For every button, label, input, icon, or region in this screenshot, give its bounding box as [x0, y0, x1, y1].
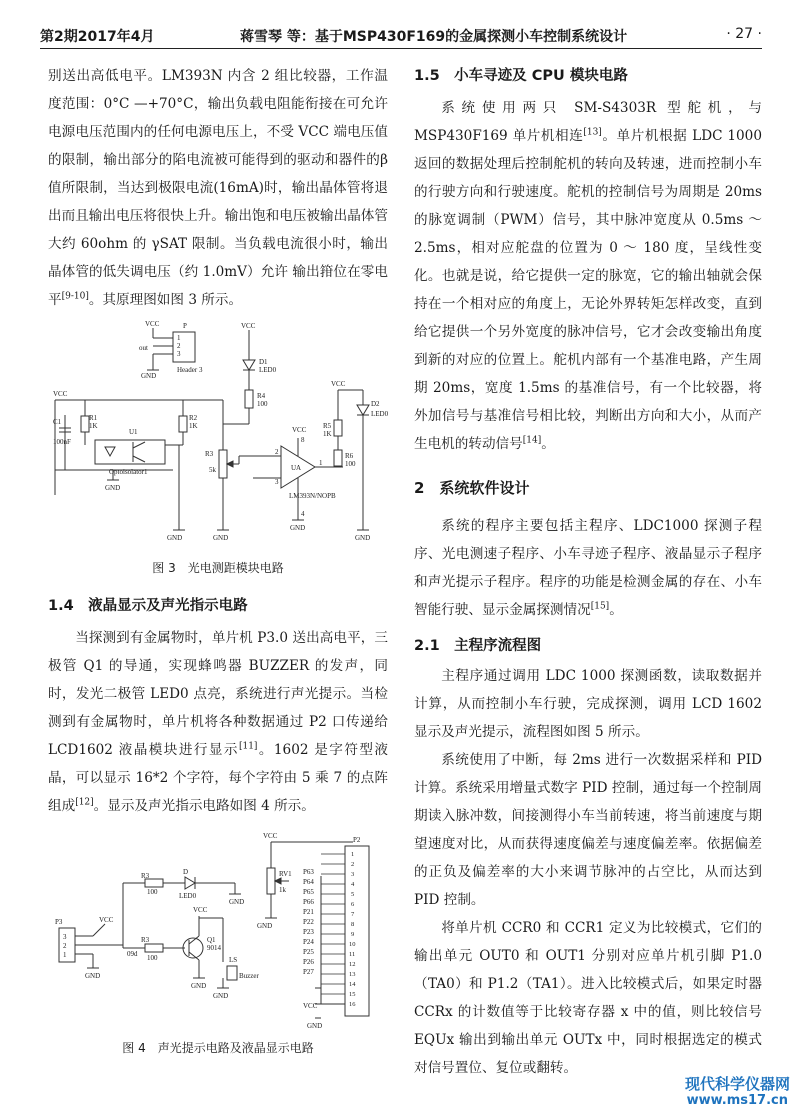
svg-text:LS: LS: [229, 956, 238, 964]
figure-3-caption: 图 3 光电测距模块电路: [152, 561, 284, 575]
svg-text:4: 4: [351, 881, 355, 888]
svg-text:P66: P66: [303, 898, 314, 906]
citation: [15]: [590, 601, 610, 612]
svg-text:D: D: [183, 868, 189, 876]
svg-text:8: 8: [351, 921, 355, 928]
paragraph: 主程序通过调用 LDC 1000 探测函数，读取数据并计算，从而控制小车行驶，完成探测，调用 LCD 1602 显示及声光提示，流程图如图 5 所示。: [414, 668, 762, 740]
svg-text:VCC: VCC: [263, 832, 278, 840]
svg-text:1k: 1k: [279, 886, 286, 894]
svg-text:3: 3: [275, 478, 279, 486]
svg-text:VCC: VCC: [145, 320, 160, 328]
svg-text:D1: D1: [259, 358, 268, 366]
svg-text:LED0: LED0: [259, 366, 277, 374]
paragraph: 将单片机 CCR0 和 CCR1 定义为比较模式，它们的输出单元 OUT0 和 OUT1 分别对应单片机引脚 P1.0（TA0）和 P1.2（TA1）。进入比较模式后，如果定时器 CCRx 的计数值等于比较寄存器 x 中的值，则比较信号 EQUx 输出到输出单元 OUTx 中，同时根据选定的模式对信号置位、复位或翻转。: [414, 920, 762, 1076]
svg-text:9: 9: [351, 931, 355, 938]
svg-text:R6: R6: [345, 452, 354, 460]
svg-text:GND: GND: [290, 524, 306, 532]
svg-text:3: 3: [351, 871, 355, 878]
running-title: 蒋雪琴 等：基于MSP430F169的金属探测小车控制系统设计: [240, 29, 628, 45]
watermark-site-name: 现代科学仪器网: [684, 1075, 790, 1093]
p2-pin-lines: [321, 854, 345, 1004]
svg-text:VCC: VCC: [303, 1002, 318, 1010]
figure-4-circuit: [53, 828, 383, 1038]
svg-text:R2: R2: [189, 414, 198, 422]
citation: [9-10]: [61, 291, 89, 302]
svg-text:LM393N/NOPB: LM393N/NOPB: [289, 492, 336, 500]
site-watermark: [654, 1073, 794, 1113]
svg-text:1K: 1K: [323, 430, 332, 438]
svg-text:2: 2: [351, 861, 355, 868]
paragraph: 系统的程序主要包括主程序、LDC1000 探测子程序、光电测速子程序、小车寻迹子程序、液晶显示子程序和声光提示子程序。程序的功能是检测金属的存在、小车智能行驶、显示金属探测情况[15]。: [414, 518, 762, 618]
svg-text:R1: R1: [89, 414, 98, 422]
svg-text:VCC: VCC: [99, 916, 114, 924]
citation: [14]: [522, 435, 542, 446]
left-column: [48, 62, 388, 1058]
svg-text:R3: R3: [141, 936, 150, 944]
svg-text:8: 8: [301, 436, 305, 444]
svg-text:100: 100: [257, 400, 268, 408]
svg-text:UA: UA: [291, 464, 302, 472]
svg-text:2: 2: [63, 942, 67, 950]
svg-text:GND: GND: [257, 922, 273, 930]
svg-text:2: 2: [275, 448, 279, 456]
svg-text:12: 12: [349, 961, 356, 968]
svg-text:VCC: VCC: [53, 390, 68, 398]
svg-text:5: 5: [351, 891, 355, 898]
section-1-5-heading: 1.5 小车寻迹及 CPU 模块电路: [414, 68, 628, 84]
svg-text:100: 100: [345, 460, 356, 468]
svg-text:P64: P64: [303, 878, 314, 886]
paragraph: 系统使用两只 SM-S4303R 型舵机，与 MSP430F169 单片机相连[13]。单片机根据 LDC 1000 返回的数据处理后控制舵机的转向及转速，进而控制小车的行驶方向和行驶速度。舵机的控制信号为周期是 20ms 的脉宽调制（PWM）信号，其中脉冲宽度从 0.5ms ～ 2.5ms，相对应舵盘的位置为 0 ～ 180 度，呈线性变化。也就是说，给它提供一定的脉宽，它的输出轴就会保持在一个相对应的角度上，无论外界转矩怎样改变，直到给它提供一个另外宽度的脉冲信号，它才会改变输出角度到新的对应的位置上。舵机内部有一个基准电路，产生周期 20ms，宽度 1.5ms 的基准信号，有一个比较器，将外加信号与基准信号相比较，判断出方向和大小，从而产生电机的转动信号[14]。: [414, 100, 762, 452]
svg-text:3: 3: [63, 933, 67, 941]
svg-text:C1: C1: [53, 418, 62, 426]
svg-text:R3: R3: [205, 450, 214, 458]
running-header: [40, 20, 762, 50]
svg-text:P63: P63: [303, 868, 314, 876]
svg-text:1: 1: [63, 951, 67, 959]
svg-text:1: 1: [319, 459, 323, 467]
citation: [11]: [238, 741, 258, 752]
svg-text:GND: GND: [229, 898, 245, 906]
svg-text:P65: P65: [303, 888, 314, 896]
svg-text:GND: GND: [105, 484, 121, 492]
section-2-1-heading: 2.1 主程序流程图: [414, 638, 542, 654]
issue-date: 第2期2017年4月: [40, 29, 155, 45]
figure-3-circuit: [53, 320, 389, 558]
svg-text:Optoisolator1: Optoisolator1: [109, 468, 148, 476]
svg-text:P26: P26: [303, 958, 314, 966]
svg-text:P22: P22: [303, 918, 314, 926]
svg-text:LED0: LED0: [179, 892, 197, 900]
svg-text:P: P: [183, 322, 187, 330]
svg-text:2: 2: [177, 342, 181, 350]
svg-text:R3: R3: [141, 872, 150, 880]
svg-text:15: 15: [349, 991, 356, 998]
svg-text:P3: P3: [55, 918, 63, 926]
svg-text:Buzzer: Buzzer: [239, 972, 259, 980]
svg-text:10: 10: [349, 941, 356, 948]
figure-4-caption: 图 4 声光提示电路及液晶显示电路: [122, 1041, 314, 1055]
svg-text:100: 100: [147, 954, 158, 962]
header-rule: [40, 48, 762, 49]
svg-text:RV1: RV1: [279, 870, 292, 878]
watermark-url: www.ms17.cn: [686, 1093, 788, 1108]
svg-text:D2: D2: [371, 400, 380, 408]
paragraph: 当探测到有金属物时，单片机 P3.0 送出高电平，三极管 Q1 的导通，实现蜂鸣器 BUZZER 的发声，同时，发光二极管 LED0 点亮，系统进行声光提示。当检测到有金属物时，单片机将各种数据通过 P2 口传递给 LCD1602 液晶模块进行显示[11]。1602 是字符型液晶，可以显示 16*2 个字符，每个字符由 5 乘 7 的点阵组成[12]。显示及声光指示电路如图 4 所示。: [48, 630, 388, 814]
svg-text:11: 11: [349, 951, 356, 958]
svg-text:100: 100: [147, 888, 158, 896]
svg-text:U1: U1: [129, 428, 138, 436]
svg-text:R4: R4: [257, 392, 266, 400]
citation: [12]: [75, 797, 94, 808]
svg-text:GND: GND: [213, 992, 229, 1000]
svg-text:P27: P27: [303, 968, 314, 976]
svg-text:VCC: VCC: [331, 380, 346, 388]
paragraph: 系统使用了中断，每 2ms 进行一次数据采样和 PID 计算。系统采用增量式数字 PID 控制，通过每一个控制周期读入脉冲数，间接测得小车当前转速，将当前速度与期望速度对比，从而获得速度偏差与速度偏差率。依据偏差的正负及偏差率的大小来调节脉冲的占空比，从而达到 PID 控制。: [414, 752, 762, 908]
svg-text:Q1: Q1: [207, 936, 216, 944]
svg-text:P21: P21: [303, 908, 314, 916]
svg-text:P2: P2: [353, 836, 361, 844]
svg-text:1K: 1K: [89, 422, 98, 430]
svg-text:P23: P23: [303, 928, 314, 936]
svg-text:GND: GND: [307, 1022, 323, 1030]
svg-text:16: 16: [349, 1001, 356, 1008]
section-1-4-heading: 1.4 液晶显示及声光指示电路: [48, 598, 248, 614]
svg-text:GND: GND: [167, 534, 183, 542]
svg-text:P25: P25: [303, 948, 314, 956]
svg-text:VCC: VCC: [193, 906, 208, 914]
svg-text:LED0: LED0: [371, 410, 389, 418]
citation: [13]: [583, 127, 602, 138]
svg-text:GND: GND: [141, 372, 157, 380]
section-2-heading: 2 系统软件设计: [414, 479, 530, 497]
svg-text:GND: GND: [85, 972, 101, 980]
svg-text:GND: GND: [213, 534, 229, 542]
svg-text:1K: 1K: [189, 422, 198, 430]
svg-text:GND: GND: [355, 534, 371, 542]
svg-text:4: 4: [301, 510, 305, 518]
svg-text:VCC: VCC: [292, 426, 307, 434]
svg-text:3: 3: [177, 350, 181, 358]
svg-text:Header 3: Header 3: [177, 366, 203, 374]
svg-text:5k: 5k: [209, 466, 216, 474]
svg-text:1: 1: [177, 334, 181, 342]
svg-text:13: 13: [349, 971, 356, 978]
svg-text:09d: 09d: [127, 950, 138, 958]
svg-text:P24: P24: [303, 938, 314, 946]
svg-text:6: 6: [351, 901, 355, 908]
page-number: · 27 ·: [726, 26, 762, 42]
svg-text:out: out: [139, 344, 148, 352]
paragraph: 别送出高低电平。LM393N 内含 2 组比较器，工作温度范围：0°C —+70°C，输出负载电阻能衔接在可允许电源电压范围内的任何电源电压上，不受 VCC 端电压值的限制，输出部分的陷电流被可能得到的驱动和器件的β值所限制，当达到极限电流(16mA)时，输出晶体管将退出而且输出电压将很快上升。输出饱和电压被输出晶体管大约 60ohm 的 γSAT 限制。当负载电流很小时，输出晶体管的低失调电压（约 1.0mV）允许 输出箝位在零电平[9-10]。其原理图如图 3 所示。: [48, 68, 388, 308]
svg-text:9014: 9014: [207, 944, 221, 952]
svg-text:GND: GND: [191, 982, 207, 990]
svg-text:R5: R5: [323, 422, 332, 430]
svg-text:100nF: 100nF: [53, 438, 71, 446]
svg-text:VCC: VCC: [241, 322, 256, 330]
svg-text:7: 7: [351, 911, 355, 918]
right-column: [414, 62, 762, 1082]
svg-text:14: 14: [349, 981, 356, 988]
svg-text:1: 1: [351, 851, 355, 858]
